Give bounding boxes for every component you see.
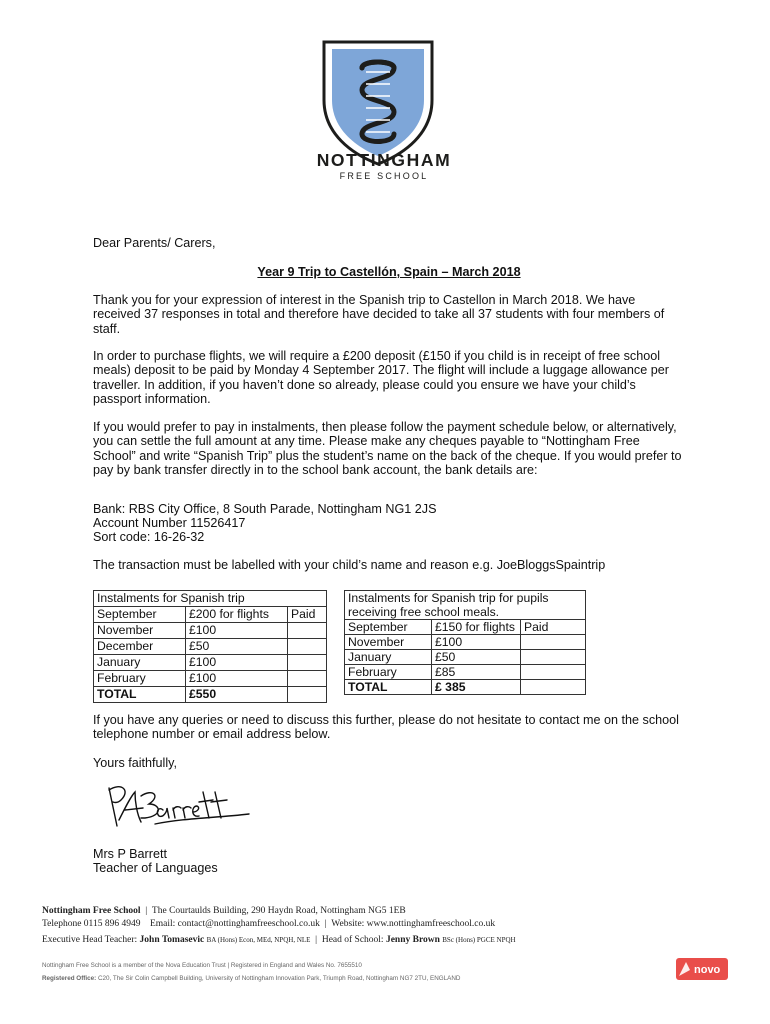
table-cell: £85 — [432, 665, 521, 680]
footer-address: The Courtaulds Building, 290 Haydn Road, Nottingham NG5 1EB — [151, 906, 406, 916]
footer-org-name: Nottingham Free School — [42, 906, 141, 916]
table-cell — [288, 639, 327, 655]
table-cell: February — [345, 665, 432, 680]
instalments-table — [93, 590, 327, 703]
table-cell: September — [345, 620, 432, 635]
table-row-total — [345, 680, 586, 695]
table-cell: December — [94, 639, 186, 655]
account-line: Account Number 11526417 — [93, 516, 246, 530]
closing: Yours faithfully, — [93, 756, 178, 770]
footer-email[interactable]: Email: contact@nottinghamfreeschool.co.uk — [149, 919, 320, 929]
footer-website[interactable]: Website: www.nottinghamfreeschool.co.uk — [331, 919, 496, 929]
table-row — [345, 650, 586, 665]
footer-registered-label: Registered Office: — [42, 975, 97, 982]
table-cell: Paid — [288, 607, 327, 623]
sort-code-line: Sort code: 16-26-32 — [93, 530, 205, 544]
table-cell: £200 for flights — [186, 607, 288, 623]
footer-exec-label: Executive Head Teacher: — [42, 935, 138, 945]
table-cell: September — [94, 607, 186, 623]
table-cell: January — [94, 655, 186, 671]
table-row — [94, 639, 327, 655]
table-row — [94, 671, 327, 687]
letter-title: Year 9 Trip to Castellón, Spain – March 2018 — [257, 265, 521, 279]
table-cell: £100 — [186, 671, 288, 687]
table-row-total — [94, 687, 327, 703]
footer-address-line: Nottingham Free School | The Courtaulds Building, 290 Haydn Road, Nottingham NG5 1EB — [42, 906, 406, 916]
free-school-meals-instalments-table — [344, 590, 586, 695]
paragraph-instalments: If you would prefer to pay in instalments, then please follow the payment schedule below, or alternatively, you can settle the full amount at any time. Please make any cheques payable to “Nottingham Free School” and write “Spanish Trip” plus the student’s name on the back of the cheque. If you would prefer to pay by bank transfer directly in to the school bank account, the bank details are: — [93, 420, 682, 477]
table-row — [94, 655, 327, 671]
footer-staff-line: Executive Head Teacher: John Tomasevic BA (Hons) Econ, MEd, NPQH, NLE | Head of School: Jenny Brown BSc (Hons) PGCE NPQH — [42, 935, 516, 945]
footer-registered-address: C20, The Sir Colin Campbell Building, University of Nottingham Innovation Park, Triumph Road, Nottingham NG7 2TU, ENGLAND — [98, 975, 461, 982]
footer-exec-name: John Tomasevic — [139, 935, 205, 945]
footer-telephone: Telephone 0115 896 4949 — [42, 919, 141, 929]
signatory-role: Teacher of Languages — [93, 861, 218, 875]
school-subtitle: FREE SCHOOL — [339, 171, 429, 181]
footer-registered-line — [42, 975, 460, 982]
table-cell: £100 — [186, 623, 288, 639]
paragraph-interest: Thank you for your expression of interest in the Spanish trip to Castellon in March 2018. We have received 37 responses in total and therefore have decided to take all 37 students with four members of staff. — [93, 293, 665, 336]
paragraph-queries: If you have any queries or need to discuss this further, please do not hesitate to contact me on the school telephone number or email address below. — [93, 713, 679, 742]
table-cell — [288, 671, 327, 687]
footer-exec-quals: BA (Hons) Econ, MEd, NPQH, NLE — [206, 936, 311, 944]
footer-member-line: Nottingham Free School is a member of the Nova Education Trust | Registered in England and Wales No. 7655510 — [42, 962, 362, 969]
bank-line: Bank: RBS City Office, 8 South Parade, Nottingham NG1 2JS — [93, 502, 437, 516]
table-title: Instalments for Spanish trip — [94, 591, 327, 607]
table-cell: £50 — [432, 650, 521, 665]
table-row — [345, 620, 586, 635]
novo-logo — [676, 958, 728, 980]
table-cell — [521, 635, 586, 650]
table-cell: £100 — [186, 655, 288, 671]
table-cell: TOTAL — [94, 687, 186, 703]
table-cell — [288, 655, 327, 671]
table-cell — [521, 665, 586, 680]
table-title: Instalments for Spanish trip for pupils receiving free school meals. — [345, 591, 586, 620]
table-cell: £150 for flights — [432, 620, 521, 635]
signature-image — [105, 778, 255, 838]
table-cell — [288, 687, 327, 703]
table-cell: January — [345, 650, 432, 665]
paragraph-deposit: In order to purchase flights, we will require a £200 deposit (£150 if you child is in receipt of free school meals) deposit to be paid by Monday 4 September 2017. The flight will include a luggage allowance per traveller. In addition, if you haven’t done so already, please could you ensure we have your child’s passport information. — [93, 349, 669, 406]
table-cell — [521, 650, 586, 665]
transaction-note: The transaction must be labelled with your child’s name and reason e.g. JoeBloggsSpaintrip — [93, 558, 606, 572]
table-row — [345, 635, 586, 650]
table-row — [94, 623, 327, 639]
table-cell: February — [94, 671, 186, 687]
table-row — [94, 607, 327, 623]
school-crest-logo — [318, 38, 438, 166]
footer-head-label: Head of School: — [321, 935, 384, 945]
signatory-name: Mrs P Barrett — [93, 847, 167, 861]
footer-head-quals: BSc (Hons) PGCE NPQH — [442, 936, 516, 944]
school-name: NOTTINGHAM — [316, 150, 452, 170]
table-cell: £100 — [432, 635, 521, 650]
footer-contact-line: Telephone 0115 896 4949 Email: contact@nottinghamfreeschool.co.uk | Website: www.nottinghamfreeschool.co.uk — [42, 919, 496, 929]
salutation: Dear Parents/ Carers, — [93, 236, 216, 250]
table-cell: £550 — [186, 687, 288, 703]
table-cell: TOTAL — [345, 680, 432, 695]
novo-logo-text: novo — [694, 964, 721, 976]
footer-head-name: Jenny Brown — [385, 935, 440, 945]
table-cell: Paid — [521, 620, 586, 635]
table-cell — [288, 623, 327, 639]
table-row — [345, 665, 586, 680]
table-cell: £50 — [186, 639, 288, 655]
table-cell: November — [345, 635, 432, 650]
table-cell — [521, 680, 586, 695]
table-cell: £ 385 — [432, 680, 521, 695]
table-cell: November — [94, 623, 186, 639]
